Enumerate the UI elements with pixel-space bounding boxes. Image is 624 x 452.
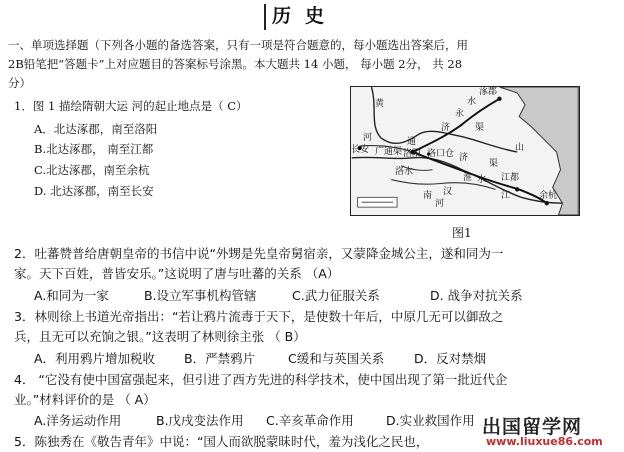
q1-option-a: A．北达涿郡，南至洛阳 <box>34 122 158 136</box>
q1-stem: 1．图 1 描绘隋朝大运 河的起止地点是（ C） <box>14 99 248 113</box>
q3-line2: 兵，且无可以充饷之银。”这表明了林则徐主张 （ B） <box>14 329 306 344</box>
grand-canal-map <box>350 86 580 216</box>
q1-option-c: C.北达涿郡，南至余杭 <box>34 163 150 177</box>
watermark-logo-text: 出国留学网 <box>482 416 583 438</box>
map-label-nan: 南 <box>423 191 433 201</box>
q2-option-d: D. 战争对抗关系 <box>430 288 523 303</box>
map-label-zhuojun: 涿郡 <box>479 87 498 97</box>
q4-line2: 业。”材料评价的是 （ A） <box>14 392 156 407</box>
q4-option-a: A.洋务运动作用 <box>34 413 122 428</box>
q3-option-c: C缓和与英国关系 <box>288 351 385 366</box>
q2-line2: 家。天下百姓，普皆安乐。”这说明了唐与吐蕃的关系 （A） <box>14 266 340 281</box>
map-label-yong: 永 <box>455 109 465 119</box>
map-label-shui2: 水 <box>477 175 487 185</box>
watermark-url: www.liuxue86.com <box>486 435 603 448</box>
map-label-jiangdu: 江都 <box>501 173 520 183</box>
q2-option-a: A.和同为一家 <box>34 288 109 303</box>
map-label-luoshui: 洛水 <box>395 167 414 177</box>
map-label-ji: 济 <box>441 123 451 133</box>
q3-option-b: B．严禁鸦片 <box>184 351 256 366</box>
map-label-shui1: 水 <box>467 97 477 107</box>
map-caption: 图1 <box>452 226 472 240</box>
q4-option-b: B.戊戌变法作用 <box>156 413 244 428</box>
q2-option-b: B.设立军事机构管辖 <box>144 288 257 303</box>
q3-line1: 3．林则徐上书道光帝指出：“若让鸦片流毒于天下，是使数十年后，中原几无可以御敌之 <box>14 309 504 324</box>
q1-option-b: B.北达涿郡， 南至江都 <box>34 142 154 156</box>
q1-option-d: D. 北达涿郡，南至长安 <box>34 184 154 198</box>
map-label-qu: 渠 <box>475 123 485 133</box>
map-label-shan: 山 <box>515 143 525 153</box>
section1-line1: 一、单项选择题（下列各小题的备选答案，只有一项是符合题意的，每小题选出答案后，用 <box>8 38 468 52</box>
map-label-he: 河 <box>363 133 373 143</box>
map-label-ji2: 济 <box>459 153 469 163</box>
section1-line2: 2B铅笔把“答题卡”上对应题目的答案标号涂黑。本大题共 14 小题， 每小题 2分， 共 28 <box>8 57 463 71</box>
map-label-changan: 长安 <box>351 145 370 155</box>
map-label-huai: 淮 <box>463 173 473 183</box>
q4-option-c: C.辛亥革命作用 <box>266 413 354 428</box>
map-label-he2: 河 <box>435 199 445 209</box>
q2-option-c: C.武力征服关系 <box>292 288 380 303</box>
section1-line3: 分） <box>8 76 31 90</box>
map-label-jiang: 江 <box>501 191 511 201</box>
q3-option-a: A．利用鸦片增加税收 <box>34 351 156 366</box>
page-title: 历史 <box>264 4 338 30</box>
map-label-guangtong: 广通渠 <box>375 147 403 157</box>
map-label-yuhang: 余杭 <box>539 191 558 201</box>
q2-line1: 2．吐蕃赞普给唐朝皇帝的书信中说“外甥是先皇帝舅宿亲，又蒙降金城公主，遂和同为一 <box>14 246 504 261</box>
map-label-tong: 通 <box>407 137 417 147</box>
q4-option-d: D.实业救国作用 <box>386 413 475 428</box>
q4-line1: 4． “它没有使中国富强起来，但引进了西方先进的科学技术，使中国出现了第一批近代企 <box>14 372 508 387</box>
q3-option-d: D．反对禁烟 <box>414 351 487 366</box>
map-label-qu2: 渠 <box>489 159 499 169</box>
map-label-luokou: 洛口仓 <box>427 149 455 159</box>
map-label-han: 汉 <box>443 187 453 197</box>
q5-line1: 5．陈独秀在《敬告青年》中说：“国人而欲脱蒙昧时代，羞为浅化之民也， <box>14 434 429 449</box>
map-label-huang: 黄 <box>375 99 385 109</box>
map-label-luoyang: 洛阳 <box>403 149 422 159</box>
